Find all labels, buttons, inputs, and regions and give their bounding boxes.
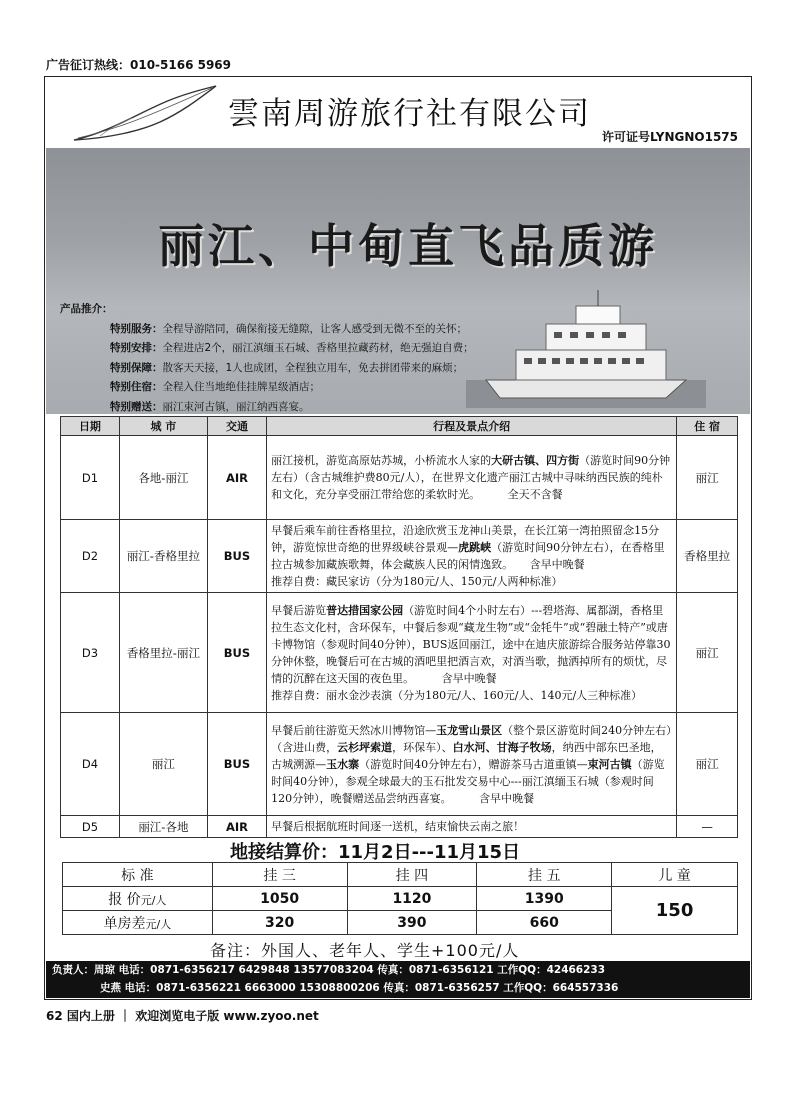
itinerary-stay: 香格里拉	[677, 520, 738, 593]
itinerary-transport: BUS	[207, 520, 266, 593]
contact-line-1: 负责人：周琼 电话：0871-6356217 6429848 13577083204 传真：0871-6356121 工作QQ：42466233	[52, 964, 606, 976]
itinerary-day: D4	[61, 713, 120, 816]
banner	[46, 148, 750, 414]
col-stay: 住 宿	[677, 417, 738, 436]
price-grade4: 1120	[347, 887, 477, 911]
itinerary-stay: 丽江	[677, 436, 738, 520]
col-transport: 交通	[207, 417, 266, 436]
itinerary-row	[61, 436, 738, 520]
feather-logo-icon	[70, 82, 220, 144]
product-item: 特别保障：散客天天接，1人也成团，全程独立用车，免去拼团带来的麻烦；	[110, 361, 464, 374]
settlement-title: 地接结算价：11月2日---11月15日	[230, 842, 521, 863]
itinerary-row	[61, 713, 738, 816]
itinerary-transport: BUS	[207, 713, 266, 816]
price-label: 报 价元/人	[63, 887, 213, 911]
single-label: 单房差元/人	[63, 911, 213, 935]
price-table	[62, 862, 738, 935]
itinerary-day: D1	[61, 436, 120, 520]
itinerary-stay: —	[677, 816, 738, 838]
itinerary-row	[61, 520, 738, 593]
child-price: 150	[612, 887, 738, 935]
page-footer: 62 国内上册 ｜ 欢迎浏览电子版 www.zyoo.net	[46, 1009, 319, 1023]
itinerary-table	[60, 416, 738, 838]
cruise-ship-image	[466, 288, 706, 408]
optional-extra: 推荐自费：藏民家访（分为180元/人、150元/人两种标准）	[271, 575, 563, 588]
col-standard: 标 准	[63, 863, 213, 887]
single-grade3: 320	[212, 911, 347, 935]
license-number: 许可证号LYNGNO1575	[601, 130, 738, 144]
itinerary-city: 丽江	[119, 713, 207, 816]
itinerary-header-row	[61, 417, 738, 436]
col-grade4: 挂 四	[347, 863, 477, 887]
itinerary-row	[61, 593, 738, 713]
price-row	[63, 887, 738, 911]
itinerary-transport: BUS	[207, 593, 266, 713]
price-grade5: 1390	[477, 887, 612, 911]
company-name: 雲南周游旅行社有限公司	[228, 96, 591, 132]
price-header-row	[63, 863, 738, 887]
col-child: 儿 童	[612, 863, 738, 887]
product-item: 特别赠送：丽江束河古镇，丽江纳西喜宴。	[110, 400, 310, 413]
itinerary-description: 早餐后乘车前往香格里拉，沿途欣赏玉龙神山美景，在长江第一湾拍照留念15分钟，游览惊世奇绝的世界级峡谷景观—虎跳峡（游览时间90分钟左右），在香格里拉古城参加藏族歌舞，体会藏族人民的闲情逸致。 含早中晚餐 推荐自费：藏民家访（分为180元/人、150元/人两种标准）	[267, 520, 677, 593]
itinerary-city: 丽江-香格里拉	[119, 520, 207, 593]
optional-extra: 推荐自费：丽水金沙表演（分为180元/人、160元/人、140元/人三种标准）	[271, 688, 643, 702]
single-grade5: 660	[477, 911, 612, 935]
col-grade3: 挂 三	[212, 863, 347, 887]
itinerary-description: 早餐后游览普达措国家公园（游览时间4个小时左右）---碧塔海、属都湖，香格里拉生态文化村，含环保车，中餐后参观“藏龙生物”或“金牦牛”或“碧融土特产”或唐卡博物馆（参观时间40分钟），BUS返回丽江，途中在迪庆旅游综合服务站停靠30分钟休整，晚餐后可在古城的酒吧里把酒言欢，对酒当歌，抛洒掉所有的烦忧，尽情的沉醉在这天国的夜色里。 含早中晚餐 推荐自费：丽水金沙表演（分为180元/人、160元/人、140元/人三种标准）	[267, 593, 677, 713]
itinerary-city: 香格里拉-丽江	[119, 593, 207, 713]
itinerary-day: D2	[61, 520, 120, 593]
col-city: 城 市	[119, 417, 207, 436]
col-description: 行程及景点介绍	[267, 417, 677, 436]
banner-title: 丽江、中甸直飞品质游	[158, 219, 658, 273]
itinerary-description: 早餐后前往游览天然冰川博物馆—玉龙雪山景区（整个景区游览时间240分钟左右）（含进山费，云杉坪索道，环保车）、白水河、甘海子牧场，纳西中部东巴圣地，古城溯源—玉水寨（游览时间40分钟左右），赠游茶马古道重镇—束河古镇（游览时间40分钟），参观全球最大的玉石批发交易中心---丽江滇缅玉石城（参观时间120分钟），晚餐赠送品尝纳西喜宴。 含早中晚餐	[267, 713, 677, 816]
col-grade5: 挂 五	[477, 863, 612, 887]
contact-line-2: 史燕 电话：0871-6356221 6663000 15308800206 传真：0871-6356257 工作QQ：664557336	[100, 982, 619, 994]
product-intro-heading: 产品推介：	[60, 303, 113, 315]
col-date: 日期	[61, 417, 120, 436]
product-item: 特别住宿：全程入住当地绝佳挂牌星级酒店；	[110, 381, 320, 393]
itinerary-transport: AIR	[207, 816, 266, 838]
single-grade4: 390	[347, 911, 477, 935]
price-grade3: 1050	[212, 887, 347, 911]
itinerary-stay: 丽江	[677, 593, 738, 713]
product-intro	[60, 300, 474, 414]
itinerary-row	[61, 816, 738, 838]
ad-hotline: 广告征订热线：010-5166 5969	[46, 58, 232, 72]
remark: 备注：外国人、老年人、学生+100元/人	[210, 941, 520, 960]
itinerary-stay: 丽江	[677, 713, 738, 816]
product-item: 特别安排：全程进店2个，丽江滇缅玉石城、香格里拉藏药材，绝无强迫自费；	[110, 342, 474, 354]
itinerary-city: 丽江-各地	[119, 816, 207, 838]
contact-bar	[46, 961, 750, 998]
itinerary-day: D3	[61, 593, 120, 713]
itinerary-transport: AIR	[207, 436, 266, 520]
itinerary-city: 各地-丽江	[119, 436, 207, 520]
product-item: 特别服务：全程导游陪同，确保衔接无缝隙，让客人感受到无微不至的关怀；	[110, 322, 467, 335]
itinerary-description: 丽江接机，游览高原姑苏城，小桥流水人家的大研古镇、四方街（游览时间90分钟左右）（含古城维护费80元/人），在世界文化遗产丽江古城中寻味纳西民族的纯朴和文化，充分享受丽江带给您的柔软时光。 全天不含餐	[267, 436, 677, 520]
itinerary-day: D5	[61, 816, 120, 838]
itinerary-description: 早餐后根据航班时间逐一送机，结束愉快云南之旅！	[267, 816, 677, 838]
